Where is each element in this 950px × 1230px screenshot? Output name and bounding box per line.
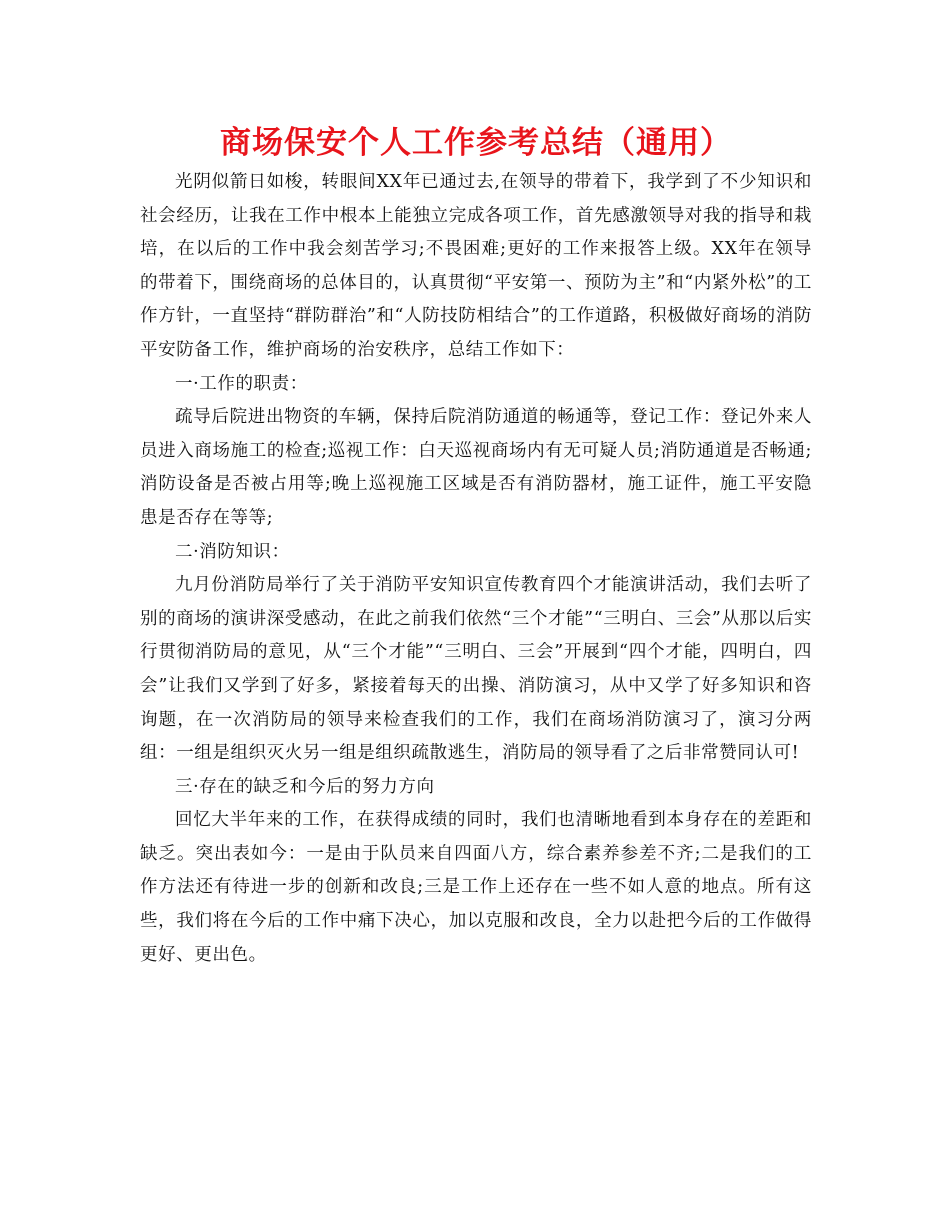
section-fire-knowledge: [140, 536, 812, 771]
section-body: 疏导后院进出物资的车辆，保持后院消防通道的畅通等，登记工作：登记外来人员进入商场施工的检查;巡视工作：白天巡视商场内有无可疑人员;消防通道是否畅通;消防设备是否被占用等;晚上巡视施工区域是否有消防器材，施工证件，施工平安隐患是否存在等等;: [140, 407, 812, 528]
document-title: 商场保安个人工作参考总结（通用）: [220, 125, 732, 161]
document-page: [140, 120, 812, 972]
section-body: 回忆大半年来的工作，在获得成绩的同时，我们也清晰地看到本身存在的差距和缺乏。突出表如今：一是由于队员来自四面八方，综合素养参差不齐;二是我们的工作方法还有待进一步的创新和改良;三是工作上还存在一些不如人意的地点。所有这些，我们将在今后的工作中痛下决心，加以克服和改良，全力以赴把今后的工作做得更好、更出色。: [140, 810, 812, 965]
section-heading: 二·消防知识：: [175, 541, 290, 562]
section-body: 九月份消防局举行了关于消防平安知识宣传教育四个才能演讲活动，我们去听了别的商场的演讲深受感动，在此之前我们依然“三个才能”“三明白、三会”从那以后实行贯彻消防局的意见，从“三个才能”“三明白、三会”开展到“四个才能，四明白，四会”让我们又学到了好多，紧接着每天的出操、消防演习，从中又学了好多知识和咨询题，在一次消防局的领导来检查我们的工作，我们在商场消防演习了，演习分两组：一组是组织灭火另一组是组织疏散逃生，消防局的领导看了之后非常赞同认可!: [140, 575, 812, 764]
section-heading: 三·存在的缺乏和今后的努力方向: [175, 776, 435, 797]
section-heading: 一·工作的职责：: [175, 373, 308, 394]
section-duties: [140, 368, 812, 536]
section-shortcomings: [140, 771, 812, 973]
intro-paragraph: 光阴似箭日如梭，转眼间XX年已通过去,在领导的带着下，我学到了不少知识和社会经历，让我在工作中根本上能独立完成各项工作，首先感激领导对我的指导和栽培，在以后的工作中我会刻苦学习;不畏困难;更好的工作来报答上级。XX年在领导的带着下，围绕商场的总体目的，认真贯彻“平安第一、预防为主”和“内紧外松”的工作方针，一直坚持“群防群治”和“人防技防相结合”的工作道路，积极做好商场的消防平安防备工作，维护商场的治安秩序，总结工作如下：: [140, 172, 812, 360]
